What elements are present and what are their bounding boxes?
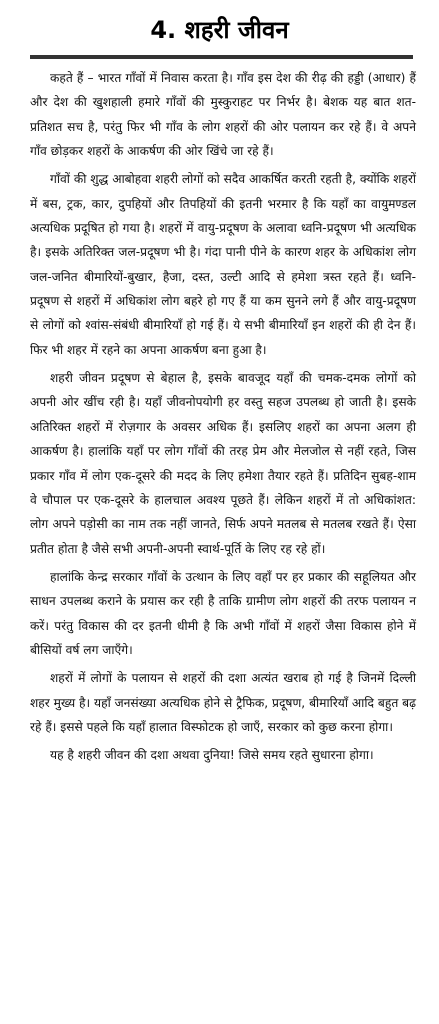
paragraph-2: गाँवों की शुद्ध आबोहवा शहरी लोगों को सदैव आकर्षित करती रहती है, क्योंकि शहरों में बस, ट्रक, कार, दुपहियों और तिपहियों की इतनी भरमार है कि यहाँ का वायुमण्डल अत्यधिक प्रदूषित हो गया है। शहरों में वायु-प्रदूषण के अलावा ध्वनि-प्रदूषण भी अत्यधिक है। इसके अतिरिक्त जल-प्रदूषण भी है। गंदा पानी पीने के कारण शहर के अधिकांश लोग जल-जनित बीमारियों-बुखार, हैजा, दस्त, उल्टी आदि से हमेशा त्रस्त रहते हैं। ध्वनि-प्रदूषण से शहरों में अधिकांश लोग बहरे हो गए हैं या कम सुनने लगे हैं और वायु-प्रदूषण से लोगों को श्वांस-संबंधी बीमारियाँ हो गई हैं। ये सभी बीमारियाँ इन शहरों की ही देन हैं। फिर भी शहर में रहने का अपना आकर्षण बना हुआ है। [30,172,416,357]
paragraph-4: हालांकि केन्द्र सरकार गाँवों के उत्थान के लिए वहाँ पर हर प्रकार की सहूलियत और साधन उपलब्ध कराने के प्रयास कर रही है ताकि ग्रामीण लोग शहरों की तरफ पलायन न करें। परंतु विकास की दर इतनी धीमी है कि अभी गाँवों में शहरों जैसा विकास होने में बीसियों वर्ष लग जाएँगे। [30,569,416,657]
title-underline [30,55,413,59]
essay-body [30,66,416,772]
paragraph-1: कहते हैं – भारत गाँवों में निवास करता है। गाँव इस देश की रीढ़ की हड्डी (आधार) हैं और देश की खुशहाली हमारे गाँवों की मुस्कुराहट पर निर्भर है। बेशक यह बात शत-प्रतिशत सच है, परंतु फिर भी गाँव के लोग शहरों की ओर पलायन कर रहे हैं। वे अपने गाँव छोड़कर शहरों के आकर्षण की ओर खिंचे जा रहे हैं। [30,71,416,159]
paragraph-6: यह है शहरी जीवन की दशा अथवा दुनिया! जिसे समय रहते सुधारना होगा। [50,748,374,763]
page-title: 4. शहरी जीवन [150,16,289,44]
paragraph-3: शहरी जीवन प्रदूषण से बेहाल है, इसके बावजूद यहाँ की चमक-दमक लोगों को अपनी ओर खींच रही है। यहाँ जीवनोपयोगी हर वस्तु सहज उपलब्ध हो जाती है। इसके अतिरिक्त शहरों में रोज़गार के अवसर अधिक हैं। इसलिए शहरों का अपना अलग ही आकर्षण है। हालांकि यहाँ पर लोग गाँवों की तरह प्रेम और मेलजोल से नहीं रहते, जिस प्रकार गाँव में लोग एक-दूसरे की मदद के लिए हमेशा तैयार रहते हैं। प्रतिदिन सुबह-शाम वे चौपाल पर एक-दूसरे के हालचाल अवश्य पूछते हैं। लेकिन शहरों में तो अधिकांशत: लोग अपने पड़ोसी का नाम तक नहीं जानते, सिर्फ अपने मतलब से मतलब रखते हैं। ऐसा प्रतीत होता है जैसे सभी अपनी-अपनी स्वार्थ-पूर्ति के लिए रह रहे हों। [30,371,416,556]
paragraph-5: शहरों में लोगों के पलायन से शहरों की दशा अत्यंत खराब हो गई है जिनमें दिल्ली शहर मुख्य है। यहाँ जनसंख्या अत्यधिक होने से ट्रैफिक, प्रदूषण, बीमारियाँ आदि बहुत बढ़ रहे हैं। इससे पहले कि यहाँ हालात विस्फोटक हो जाएँ, सरकार को कुछ करना होगा। [30,671,416,734]
